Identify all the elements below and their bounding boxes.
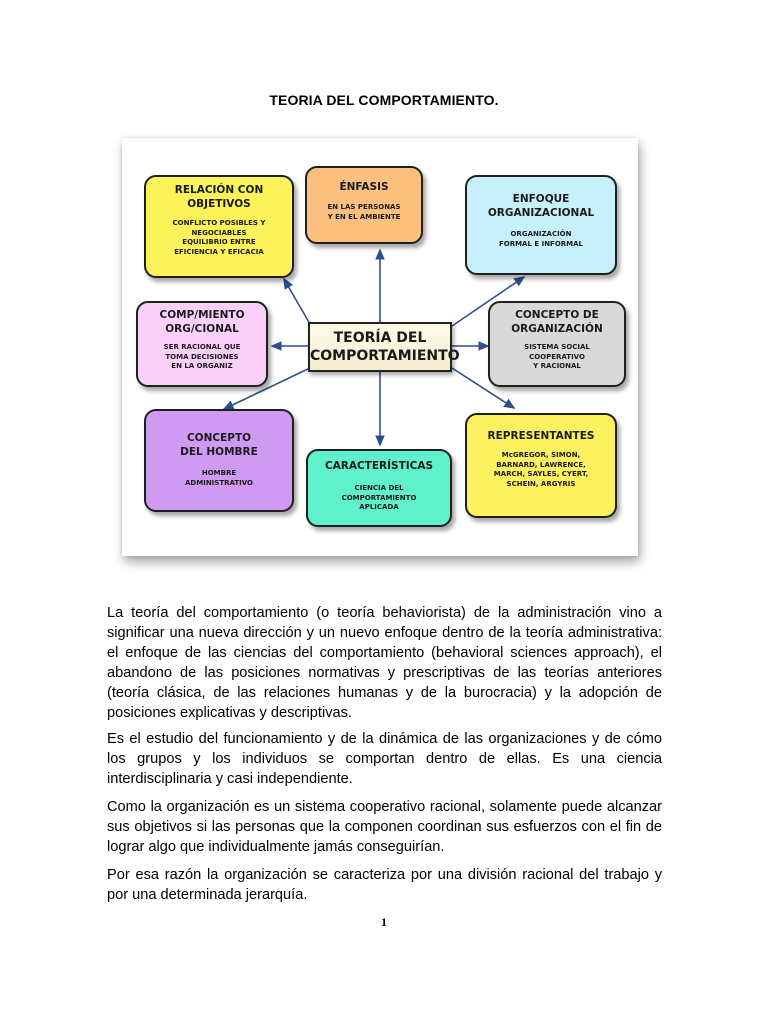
node-heading: CARACTERÍSTICAS [324,460,434,472]
concept-diagram [122,138,638,556]
node-subtext: EN LAS PERSONAS Y EN EL AMBIENTE [327,203,401,221]
page-number: 1 [381,915,387,929]
document-title: TEORIA DEL COMPORTAMIENTO. [269,92,499,108]
node-subtext: McGREGOR, SIMON, BARNARD, LAWRENCE, MARCH, SAYLES, CYERT, SCHEIN, ARGYRIS [493,451,589,488]
node-heading: ÉNFASIS [339,181,389,193]
node-subtext: SER RACIONAL QUE TOMA DECISIONES EN LA ORGANIZ [163,343,241,370]
node-heading: CONCEPTO DEL HOMBRE [180,432,258,458]
node-subtext: CIENCIA DEL COMPORTAMIENTO APLICADA [341,484,417,511]
node-heading: COMP/MIENTO ORG/CIONAL [159,309,245,335]
paragraph-2: Es el estudio del funcionamiento y de la dinámica de las organizaciones y de cómo los grupos y los individuos se comportan dentro de ellas. Es una ciencia interdisciplinaria y casi independiente. [107,731,662,787]
node-heading: ENFOQUE ORGANIZACIONAL [487,193,595,219]
node-comp-organizacional [136,301,268,387]
paragraph-4: Por esa razón la organización se caracteriza por una división racional del trabajo y por una determinada jerarquía. [107,867,662,903]
paragraph-3: Como la organización es un sistema cooperativo racional, solamente puede alcanzar sus objetivos si las personas que la componen coordinan sus esfuerzos con el fin de lograr algo que individualmente jamás conseguirían. [107,799,662,855]
node-subtext: HOMBRE ADMINISTRATIVO [185,469,253,487]
node-subtext: SISTEMA SOCIAL COOPERATIVO Y RACIONAL [524,343,590,370]
node-caracteristicas [306,449,452,527]
diagram-center-node: TEORÍA DEL COMPORTAMIENTO [308,322,452,372]
node-concepto-organizacion [488,301,626,387]
arrow-to-relacion [284,279,310,324]
node-heading: CONCEPTO DE ORGANIZACIÓN [511,309,603,335]
node-heading: RELACIÓN CON OBJETIVOS [174,184,264,210]
node-concepto-hombre [144,409,294,512]
node-enfoque-organizacional [465,175,617,275]
paragraph-1: La teoría del comportamiento (o teoría behaviorista) de la administración vino a significar una nueva dirección y un nuevo enfoque dentro de la teoría administrativa: el enfoque de las ciencias del comportamiento (behavioral sciences approach), el abandono de las posiciones normativas y prescriptivas de las teorías anteriores (teoría clásica, de las relaciones humanas y de la burocracia) y la adopción de posiciones explicativas y descriptivas. [107,605,662,721]
node-subtext: CONFLICTO POSIBLES Y NEGOCIABLES EQUILIBRIO ENTRE EFICIENCIA Y EFICACIA [172,219,266,256]
node-representantes [465,413,617,518]
node-enfasis [305,166,423,244]
node-heading: REPRESENTANTES [487,430,595,442]
node-subtext: ORGANIZACIÓN FORMAL E INFORMAL [498,230,584,248]
node-relacion-objetivos [144,175,294,278]
